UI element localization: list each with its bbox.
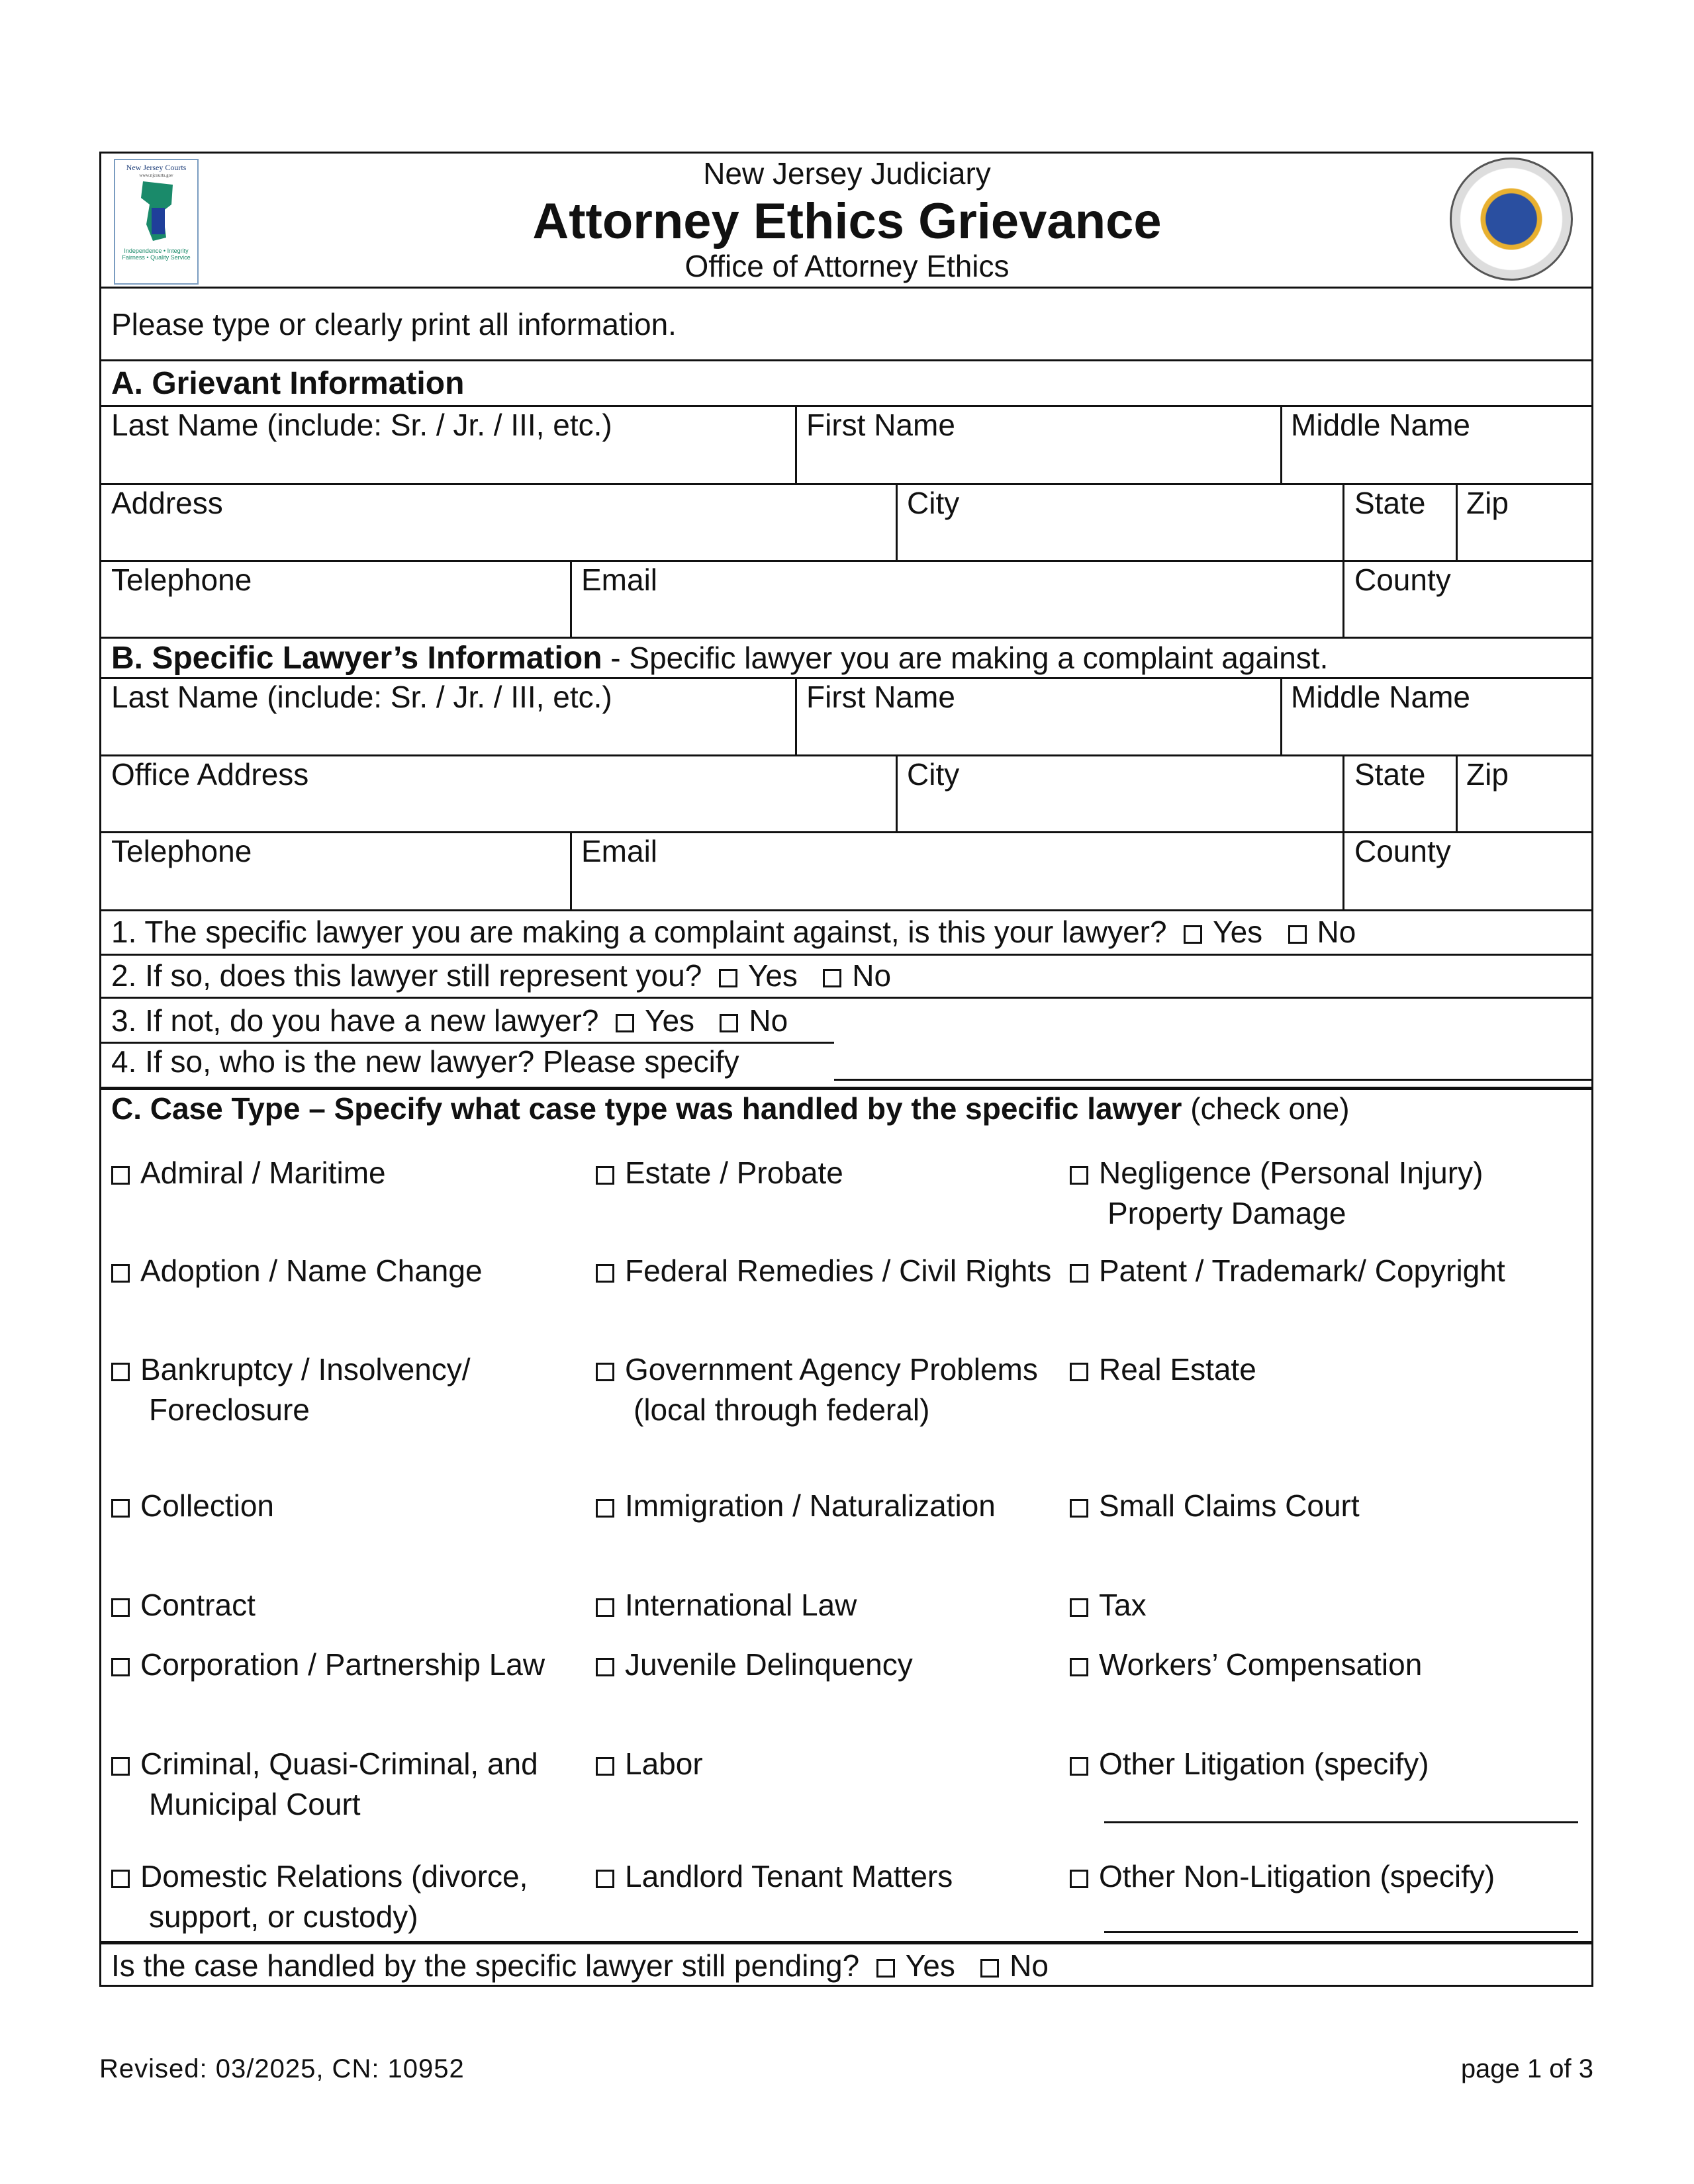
- case-type-label: Landlord Tenant Matters: [625, 1859, 953, 1893]
- case-type-label: International Law: [625, 1588, 857, 1622]
- case-type-checkbox[interactable]: [1070, 1598, 1088, 1617]
- case-type-label: Juvenile Delinquency: [625, 1647, 913, 1682]
- case-type-option[interactable]: [596, 1251, 1097, 1291]
- grievant-state-field[interactable]: State: [1354, 486, 1426, 520]
- other-non-litigation-line[interactable]: [1104, 1931, 1578, 1933]
- case-type-checkbox[interactable]: [1070, 1658, 1088, 1676]
- nj-courts-logo: New Jersey Courts www.njcourts.gov Independence • Integrity Fairness • Quality Service: [114, 159, 199, 285]
- case-type-option[interactable]: [1070, 1251, 1571, 1291]
- case-type-option[interactable]: [1070, 1486, 1571, 1526]
- section-c-title: C. Case Type – Specify what case type was handled by the specific lawyer (check one): [111, 1091, 1350, 1126]
- case-type-label: Workers’ Compensation: [1099, 1647, 1423, 1682]
- case-type-option[interactable]: [111, 1153, 612, 1193]
- case-type-checkbox[interactable]: [596, 1658, 614, 1676]
- case-type-checkbox[interactable]: [111, 1363, 130, 1381]
- office-name: Office of Attorney Ethics: [684, 249, 1010, 283]
- grievant-city-field[interactable]: City: [907, 486, 960, 520]
- case-type-checkbox[interactable]: [111, 1166, 130, 1185]
- grievant-first-name-field[interactable]: First Name: [806, 408, 955, 442]
- case-type-label: Real Estate: [1099, 1352, 1256, 1387]
- case-type-option[interactable]: [1070, 1349, 1571, 1390]
- case-type-label: Immigration / Naturalization: [625, 1488, 996, 1523]
- case-type-checkbox[interactable]: [111, 1870, 130, 1888]
- grievant-email-field[interactable]: Email: [581, 563, 658, 597]
- case-type-label: Government Agency Problems (local through federal): [625, 1352, 1038, 1427]
- lawyer-last-name-field[interactable]: Last Name (include: Sr. / Jr. / III, etc.): [111, 680, 612, 714]
- grievant-zip-field[interactable]: Zip: [1466, 486, 1509, 520]
- case-type-label: Labor: [625, 1747, 703, 1781]
- case-type-label: Contract: [140, 1588, 256, 1622]
- case-type-label: Other Litigation (specify): [1099, 1747, 1429, 1781]
- case-type-option[interactable]: [596, 1856, 1097, 1897]
- case-type-checkbox[interactable]: [111, 1658, 130, 1676]
- case-type-option[interactable]: [111, 1251, 612, 1291]
- grievant-last-name-field[interactable]: Last Name (include: Sr. / Jr. / III, etc.): [111, 408, 612, 442]
- case-type-label: Small Claims Court: [1099, 1488, 1360, 1523]
- page-title: Attorney Ethics Grievance: [532, 193, 1162, 250]
- pending-yes-checkbox[interactable]: [876, 1959, 895, 1978]
- grievant-address-field[interactable]: Address: [111, 486, 223, 520]
- case-type-option[interactable]: [111, 1349, 612, 1430]
- lawyer-office-address-field[interactable]: Office Address: [111, 757, 309, 792]
- q3-no-checkbox[interactable]: [720, 1014, 738, 1032]
- case-type-option[interactable]: [596, 1585, 1097, 1625]
- case-type-checkbox[interactable]: [111, 1757, 130, 1776]
- q2-no-checkbox[interactable]: [823, 969, 841, 987]
- case-type-checkbox[interactable]: [596, 1598, 614, 1617]
- lawyer-email-field[interactable]: Email: [581, 834, 658, 868]
- section-b-title: B. Specific Lawyer’s Information - Specific lawyer you are making a complaint against.: [111, 641, 1329, 676]
- case-type-option[interactable]: [596, 1744, 1097, 1784]
- case-type-label: Estate / Probate: [625, 1156, 843, 1190]
- case-type-option[interactable]: [111, 1486, 612, 1526]
- case-type-option[interactable]: [1070, 1856, 1571, 1897]
- grievant-county-field[interactable]: County: [1354, 563, 1451, 597]
- case-type-label: Domestic Relations (divorce, support, or custody): [140, 1859, 528, 1934]
- case-type-checkbox[interactable]: [111, 1499, 130, 1518]
- case-type-checkbox[interactable]: [596, 1363, 614, 1381]
- question-1: 1. The specific lawyer you are making a complaint against, is this your lawyer? Yes No: [111, 915, 1356, 949]
- case-type-option[interactable]: [596, 1349, 1097, 1430]
- q2-yes-checkbox[interactable]: [719, 969, 737, 987]
- page-number: page 1 of 3: [1460, 2054, 1593, 2083]
- case-type-checkbox[interactable]: [596, 1499, 614, 1518]
- question-4: 4. If so, who is the new lawyer? Please specify: [111, 1044, 739, 1079]
- grievant-telephone-field[interactable]: Telephone: [111, 563, 252, 597]
- case-type-label: Tax: [1099, 1588, 1147, 1622]
- case-type-option[interactable]: [596, 1486, 1097, 1526]
- case-type-option[interactable]: [111, 1744, 612, 1825]
- org-name: New Jersey Judiciary: [703, 156, 991, 191]
- lawyer-telephone-field[interactable]: Telephone: [111, 834, 252, 868]
- case-type-label: Other Non-Litigation (specify): [1099, 1859, 1495, 1893]
- case-type-label: Patent / Trademark/ Copyright: [1099, 1253, 1505, 1288]
- revision-info: Revised: 03/2025, CN: 10952: [99, 2054, 465, 2083]
- case-type-option[interactable]: [1070, 1744, 1571, 1784]
- lawyer-state-field[interactable]: State: [1354, 757, 1426, 792]
- case-type-label: Admiral / Maritime: [140, 1156, 386, 1190]
- case-type-option[interactable]: [596, 1645, 1097, 1685]
- case-type-checkbox[interactable]: [1070, 1499, 1088, 1518]
- case-type-checkbox[interactable]: [1070, 1166, 1088, 1185]
- question-2: 2. If so, does this lawyer still represent you? Yes No: [111, 958, 892, 993]
- case-type-checkbox[interactable]: [1070, 1363, 1088, 1381]
- q1-yes-checkbox[interactable]: [1184, 925, 1202, 944]
- case-type-checkbox[interactable]: [1070, 1757, 1088, 1776]
- pending-no-checkbox[interactable]: [980, 1959, 999, 1978]
- case-type-checkbox[interactable]: [596, 1166, 614, 1185]
- case-type-option[interactable]: [1070, 1645, 1571, 1685]
- grievant-middle-name-field[interactable]: Middle Name: [1291, 408, 1470, 442]
- case-type-label: Corporation / Partnership Law: [140, 1647, 545, 1682]
- case-type-option[interactable]: [1070, 1153, 1571, 1234]
- instruction-text: Please type or clearly print all information.: [111, 307, 677, 341]
- question-3: 3. If not, do you have a new lawyer? Yes No: [111, 1003, 788, 1038]
- case-type-label: Criminal, Quasi-Criminal, and Municipal Court: [140, 1747, 538, 1821]
- pending-question: Is the case handled by the specific lawyer still pending? Yes No: [111, 1948, 1049, 1983]
- case-type-option[interactable]: [1070, 1585, 1571, 1625]
- case-type-checkbox[interactable]: [111, 1598, 130, 1617]
- case-type-option[interactable]: [111, 1856, 612, 1937]
- lawyer-county-field[interactable]: County: [1354, 834, 1451, 868]
- lawyer-zip-field[interactable]: Zip: [1466, 757, 1509, 792]
- other-litigation-line[interactable]: [1104, 1821, 1578, 1823]
- case-type-checkbox[interactable]: [1070, 1264, 1088, 1283]
- case-type-checkbox[interactable]: [596, 1757, 614, 1776]
- case-type-label: Collection: [140, 1488, 274, 1523]
- case-type-checkbox[interactable]: [596, 1264, 614, 1283]
- case-type-option[interactable]: [596, 1153, 1097, 1193]
- case-type-option[interactable]: [111, 1585, 612, 1625]
- section-a-title: A. Grievant Information: [111, 366, 465, 401]
- q1-no-checkbox[interactable]: [1288, 925, 1307, 944]
- supreme-court-seal: [1450, 158, 1573, 281]
- case-type-checkbox[interactable]: [111, 1264, 130, 1283]
- lawyer-first-name-field[interactable]: First Name: [806, 680, 955, 714]
- case-type-label: Adoption / Name Change: [140, 1253, 483, 1288]
- case-type-checkbox[interactable]: [596, 1870, 614, 1888]
- q3-yes-checkbox[interactable]: [616, 1014, 634, 1032]
- lawyer-city-field[interactable]: City: [907, 757, 960, 792]
- case-type-label: Negligence (Personal Injury) Property Damage: [1099, 1156, 1483, 1230]
- case-type-label: Bankruptcy / Insolvency/ Foreclosure: [140, 1352, 471, 1427]
- new-lawyer-input-line[interactable]: [834, 1079, 1593, 1081]
- case-type-label: Federal Remedies / Civil Rights: [625, 1253, 1052, 1288]
- lawyer-middle-name-field[interactable]: Middle Name: [1291, 680, 1470, 714]
- case-type-checkbox[interactable]: [1070, 1870, 1088, 1888]
- case-type-option[interactable]: [111, 1645, 612, 1685]
